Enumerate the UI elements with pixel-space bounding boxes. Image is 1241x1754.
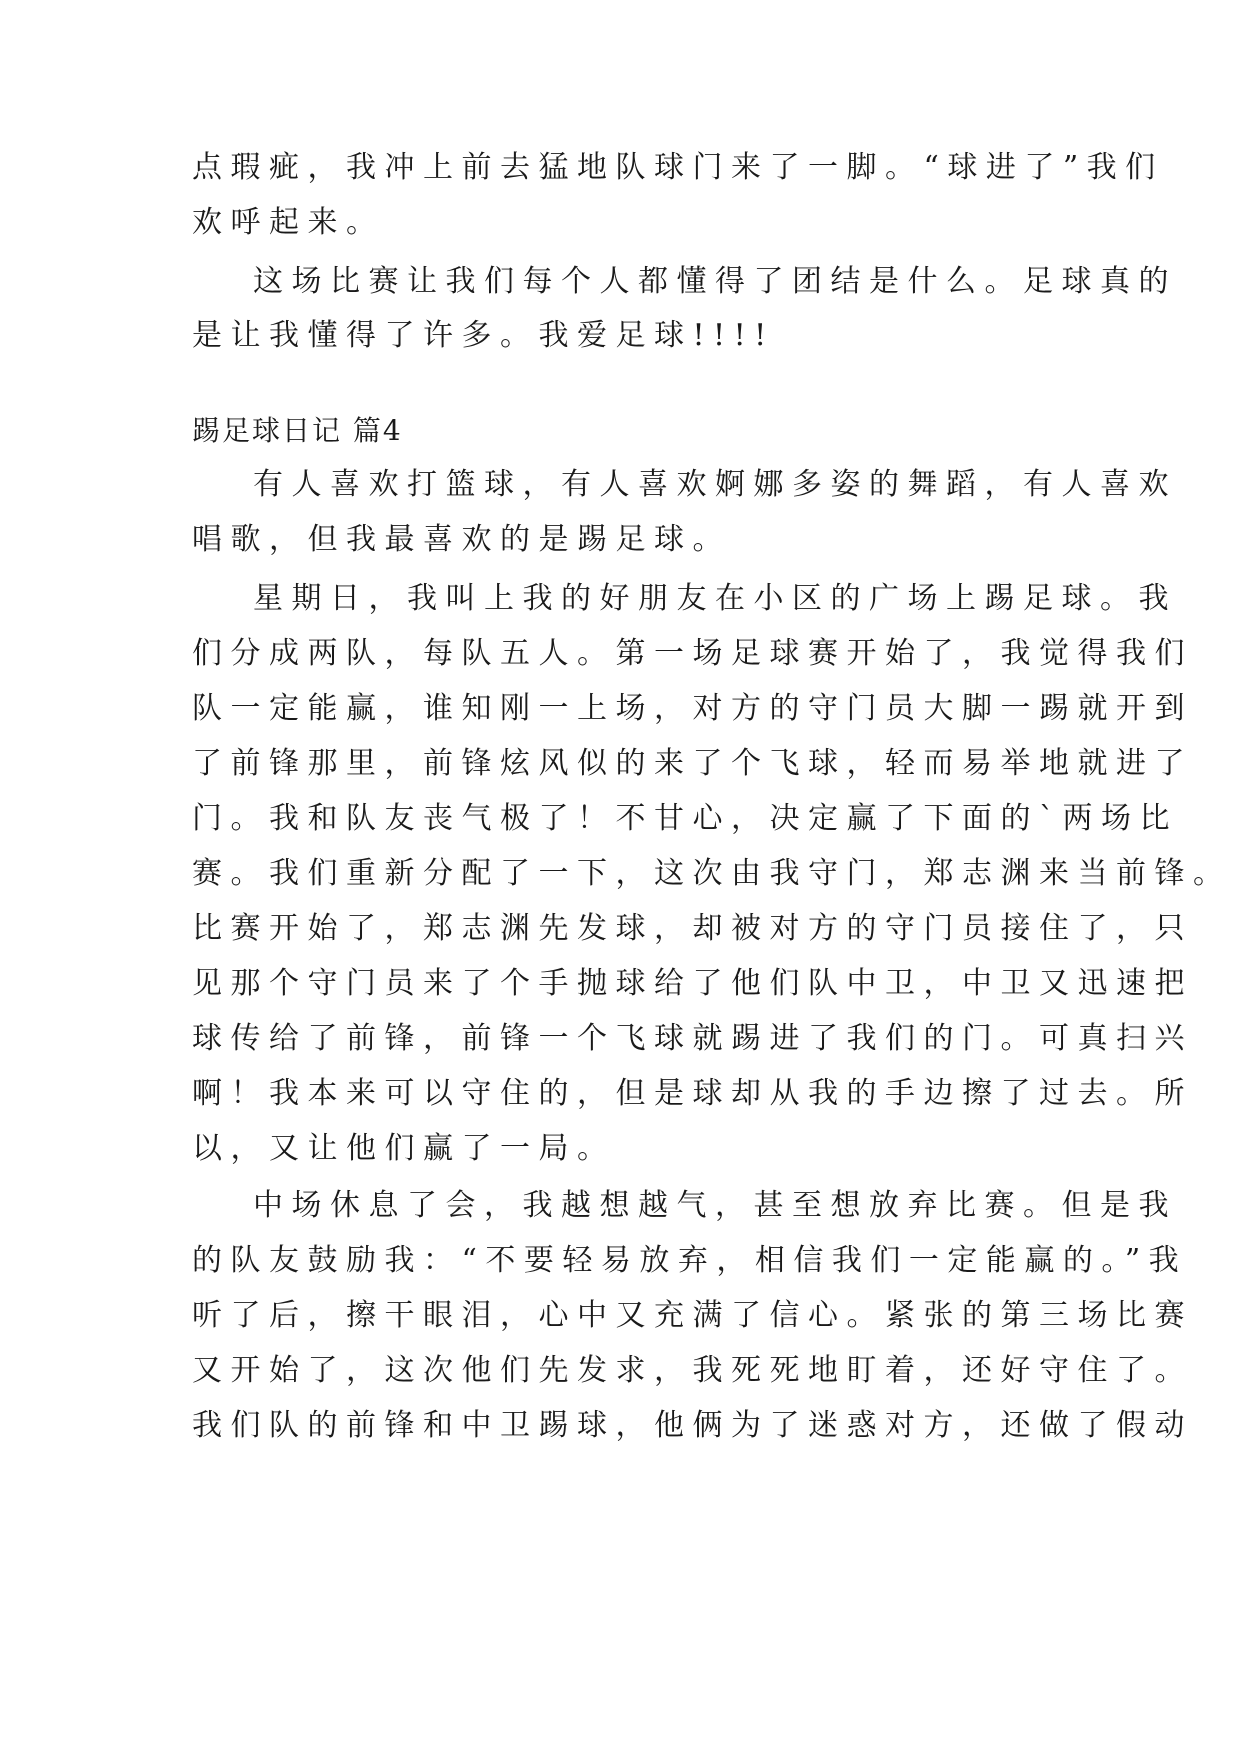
text-line: 了前锋那里，前锋炫风似的来了个飞球，轻而易举地就进了 [192, 746, 1193, 781]
text-line: 是让我懂得了许多。我爱足球!!!! [192, 318, 775, 353]
text-line: 中场休息了会，我越想越气，甚至想放弃比赛。但是我 [253, 1188, 1177, 1223]
text-line: 的队友鼓励我：“不要轻易放弃，相信我们一定能赢的。”我 [192, 1243, 1188, 1278]
text-line: 有人喜欢打篮球，有人喜欢婀娜多姿的舞蹈，有人喜欢 [253, 467, 1177, 502]
text-line: 听了后，擦干眼泪，心中又充满了信心。紧张的第三场比赛 [192, 1298, 1193, 1333]
text-line: 唱歌，但我最喜欢的是踢足球。 [192, 522, 731, 557]
text-line: 见那个守门员来了个手抛球给了他们队中卫，中卫又迅速把 [192, 966, 1193, 1001]
text-line: 比赛开始了，郑志渊先发球，却被对方的守门员接住了，只 [192, 911, 1193, 946]
text-line: 们分成两队，每队五人。第一场足球赛开始了，我觉得我们 [192, 636, 1193, 671]
text-line: 点瑕疵，我冲上前去猛地队球门来了一脚。“球进了”我们 [192, 150, 1164, 185]
text-line: 我们队的前锋和中卫踢球，他俩为了迷惑对方，还做了假动 [192, 1408, 1193, 1443]
text-line: 以，又让他们赢了一局。 [192, 1131, 616, 1166]
text-line: 啊！我本来可以守住的，但是球却从我的手边擦了过去。所 [192, 1076, 1193, 1111]
text-line: 这场比赛让我们每个人都懂得了团结是什么。足球真的 [253, 264, 1177, 299]
text-line: 欢呼起来。 [192, 205, 385, 240]
text-line: 门。我和队友丧气极了！不甘心，决定赢了下面的`两场比 [192, 801, 1178, 836]
text-line: 球传给了前锋，前锋一个飞球就踢进了我们的门。可真扫兴 [192, 1021, 1193, 1056]
text-line: 赛。我们重新分配了一下，这次由我守门，郑志渊来当前锋。 [192, 856, 1232, 891]
text-line: 星期日，我叫上我的好朋友在小区的广场上踢足球。我 [253, 581, 1177, 616]
text-line: 队一定能赢，谁知刚一上场，对方的守门员大脚一踢就开到 [192, 691, 1193, 726]
section-heading: 踢足球日记 篇4 [192, 414, 403, 447]
text-line: 又开始了，这次他们先发求，我死死地盯着，还好守住了。 [192, 1353, 1193, 1388]
